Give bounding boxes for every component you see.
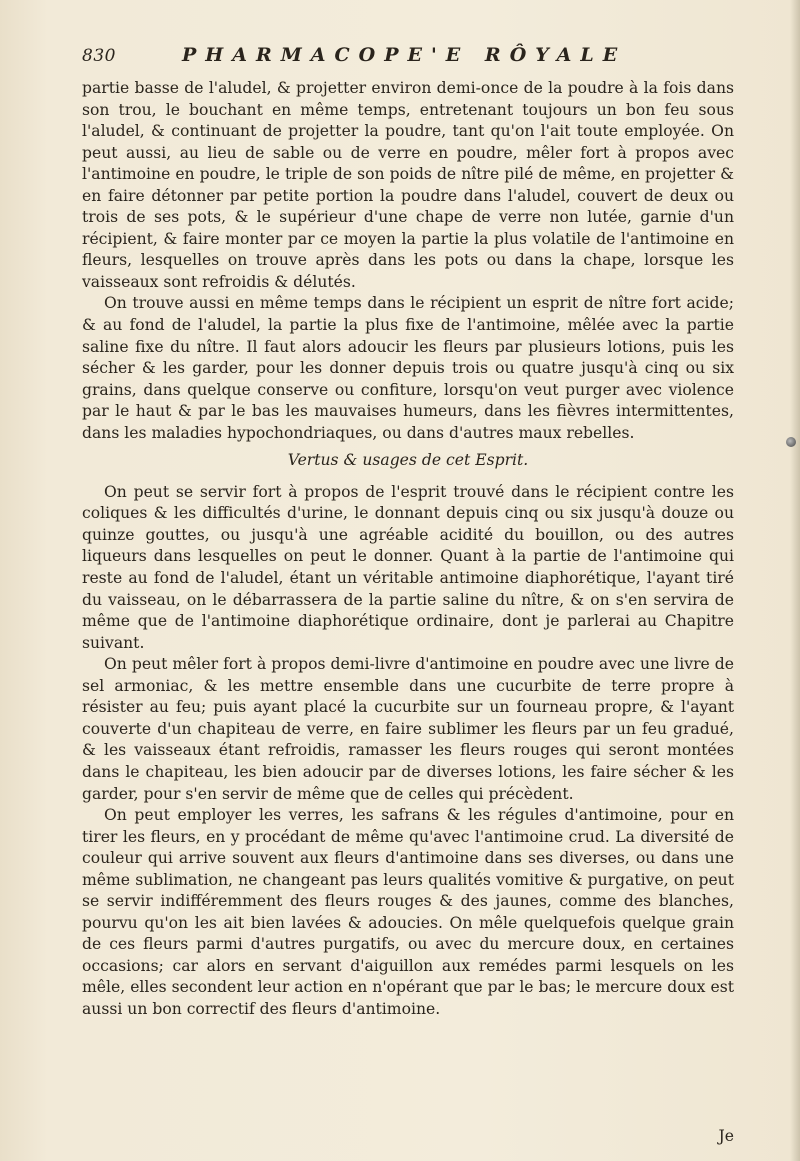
- catchword: Je: [718, 1127, 734, 1145]
- ink-spot-icon: [786, 437, 796, 447]
- paragraph-3: On peut se servir fort à propos de l'esprit trouvé dans le récipient contre les coliques & les difficultés d'urine, le donnant depuis cinq ou six jusqu'à douze ou quinze gouttes, ou jusqu'à une agréable acidité du bouillon, ou des autres liqueurs dans lesquelles on peut le donner. Quant à la partie de l'antimoine qui reste au fond de l'aludel, étant un véritable antimoine diaphorétique, l'ayant tiré du vaisseau, on le débarrassera de la partie saline du nître, & on s'en servira de même que de l'antimoine diaphorétique ordinaire, dont je parlerai au Chapitre suivant.: [82, 482, 734, 652]
- running-title: PHARMACOPE'E RÔYALE: [182, 44, 627, 66]
- section-heading: Vertus & usages de cet Esprit.: [287, 451, 529, 470]
- page-number: 830: [82, 46, 116, 66]
- page-header: [82, 44, 742, 74]
- paragraph-2: On trouve aussi en même temps dans le récipient un esprit de nître fort acide; & au fond de l'aludel, la partie la plus fixe de l'antimoine, mêlée avec la partie saline fixe du nître. Il faut alors adoucir les fleurs par plusieurs lotions, puis les sécher & les garder, pour les donner depuis trois ou quatre jusqu'à cinq ou six grains, dans quelque conserve ou confiture, lorsqu'on veut purger avec violence par le haut & par le bas les mauvaises humeurs, dans les fièvres intermittentes, dans les maladies hypochondriaques, ou dans d'autres maux rebelles.: [82, 294, 734, 442]
- paragraph-1: partie basse de l'aludel, & projetter environ demi-once de la poudre à la fois dans son trou, le bouchant en même temps, entretenant toujours un bon feu sous l'aludel, & continuant de projetter la poudre, tant qu'on l'ait toute employée. On peut aussi, au lieu de sable ou de verre en poudre, mêler fort à propos avec l'antimoine en poudre, le triple de son poids de nître pilé de même, en projetter & en faire détonner par petite portion la poudre dans l'aludel, couvert de deux ou trois de ses pots, & le supérieur d'une chape de verre non lutée, garnie d'un récipient, & faire monter par ce moyen la partie la plus volatile de l'antimoine en fleurs, lesquelles on trouve après dans les pots ou dans la chape, lorsque les vaisseaux sont refroidis & délutés.: [82, 79, 734, 291]
- page-edge-shadow: [790, 0, 800, 1161]
- paragraph-4: On peut mêler fort à propos demi-livre d'antimoine en poudre avec une livre de sel armoniac, & les mettre ensemble dans une cucurbite de terre propre à résister au feu; puis ayant placé la cucurbite sur un fourneau propre, & l'ayant couverte d'un chapiteau de verre, en faire sublimer les fleurs par un feu gradué, & les vaisseaux étant refroidis, ramasser les fleurs rouges qui seront montées dans le chapiteau, les bien adoucir par de diverses lotions, les faire sécher & les garder, pour s'en servir de même que de celles qui précèdent.: [82, 655, 734, 803]
- paragraph-5: On peut employer les verres, les safrans & les régules d'antimoine, pour en tirer les fleurs, en y procédant de même qu'avec l'antimoine crud. La diversité de couleur qui arrive souvent aux fleurs d'antimoine dans ses diverses, ou dans une même sublimation, ne changeant pas leurs qualités vomitive & purgative, on peut se servir indifféremment des fleurs rouges & des jaunes, comme des blanches, pourvu qu'on les ait bien lavées & adoucies. On mêle quelquefois quelque grain de ces fleurs parmi d'autres purgatifs, ou avec du mercure doux, en certaines occasions; car alors en servant d'aiguillon aux remédes parmi lesquels on les mêle, elles secondent leur action en n'opérant que par le bas; le mercure doux est aussi un bon correctif des fleurs d'antimoine.: [82, 806, 734, 1018]
- body-text: [82, 78, 734, 1021]
